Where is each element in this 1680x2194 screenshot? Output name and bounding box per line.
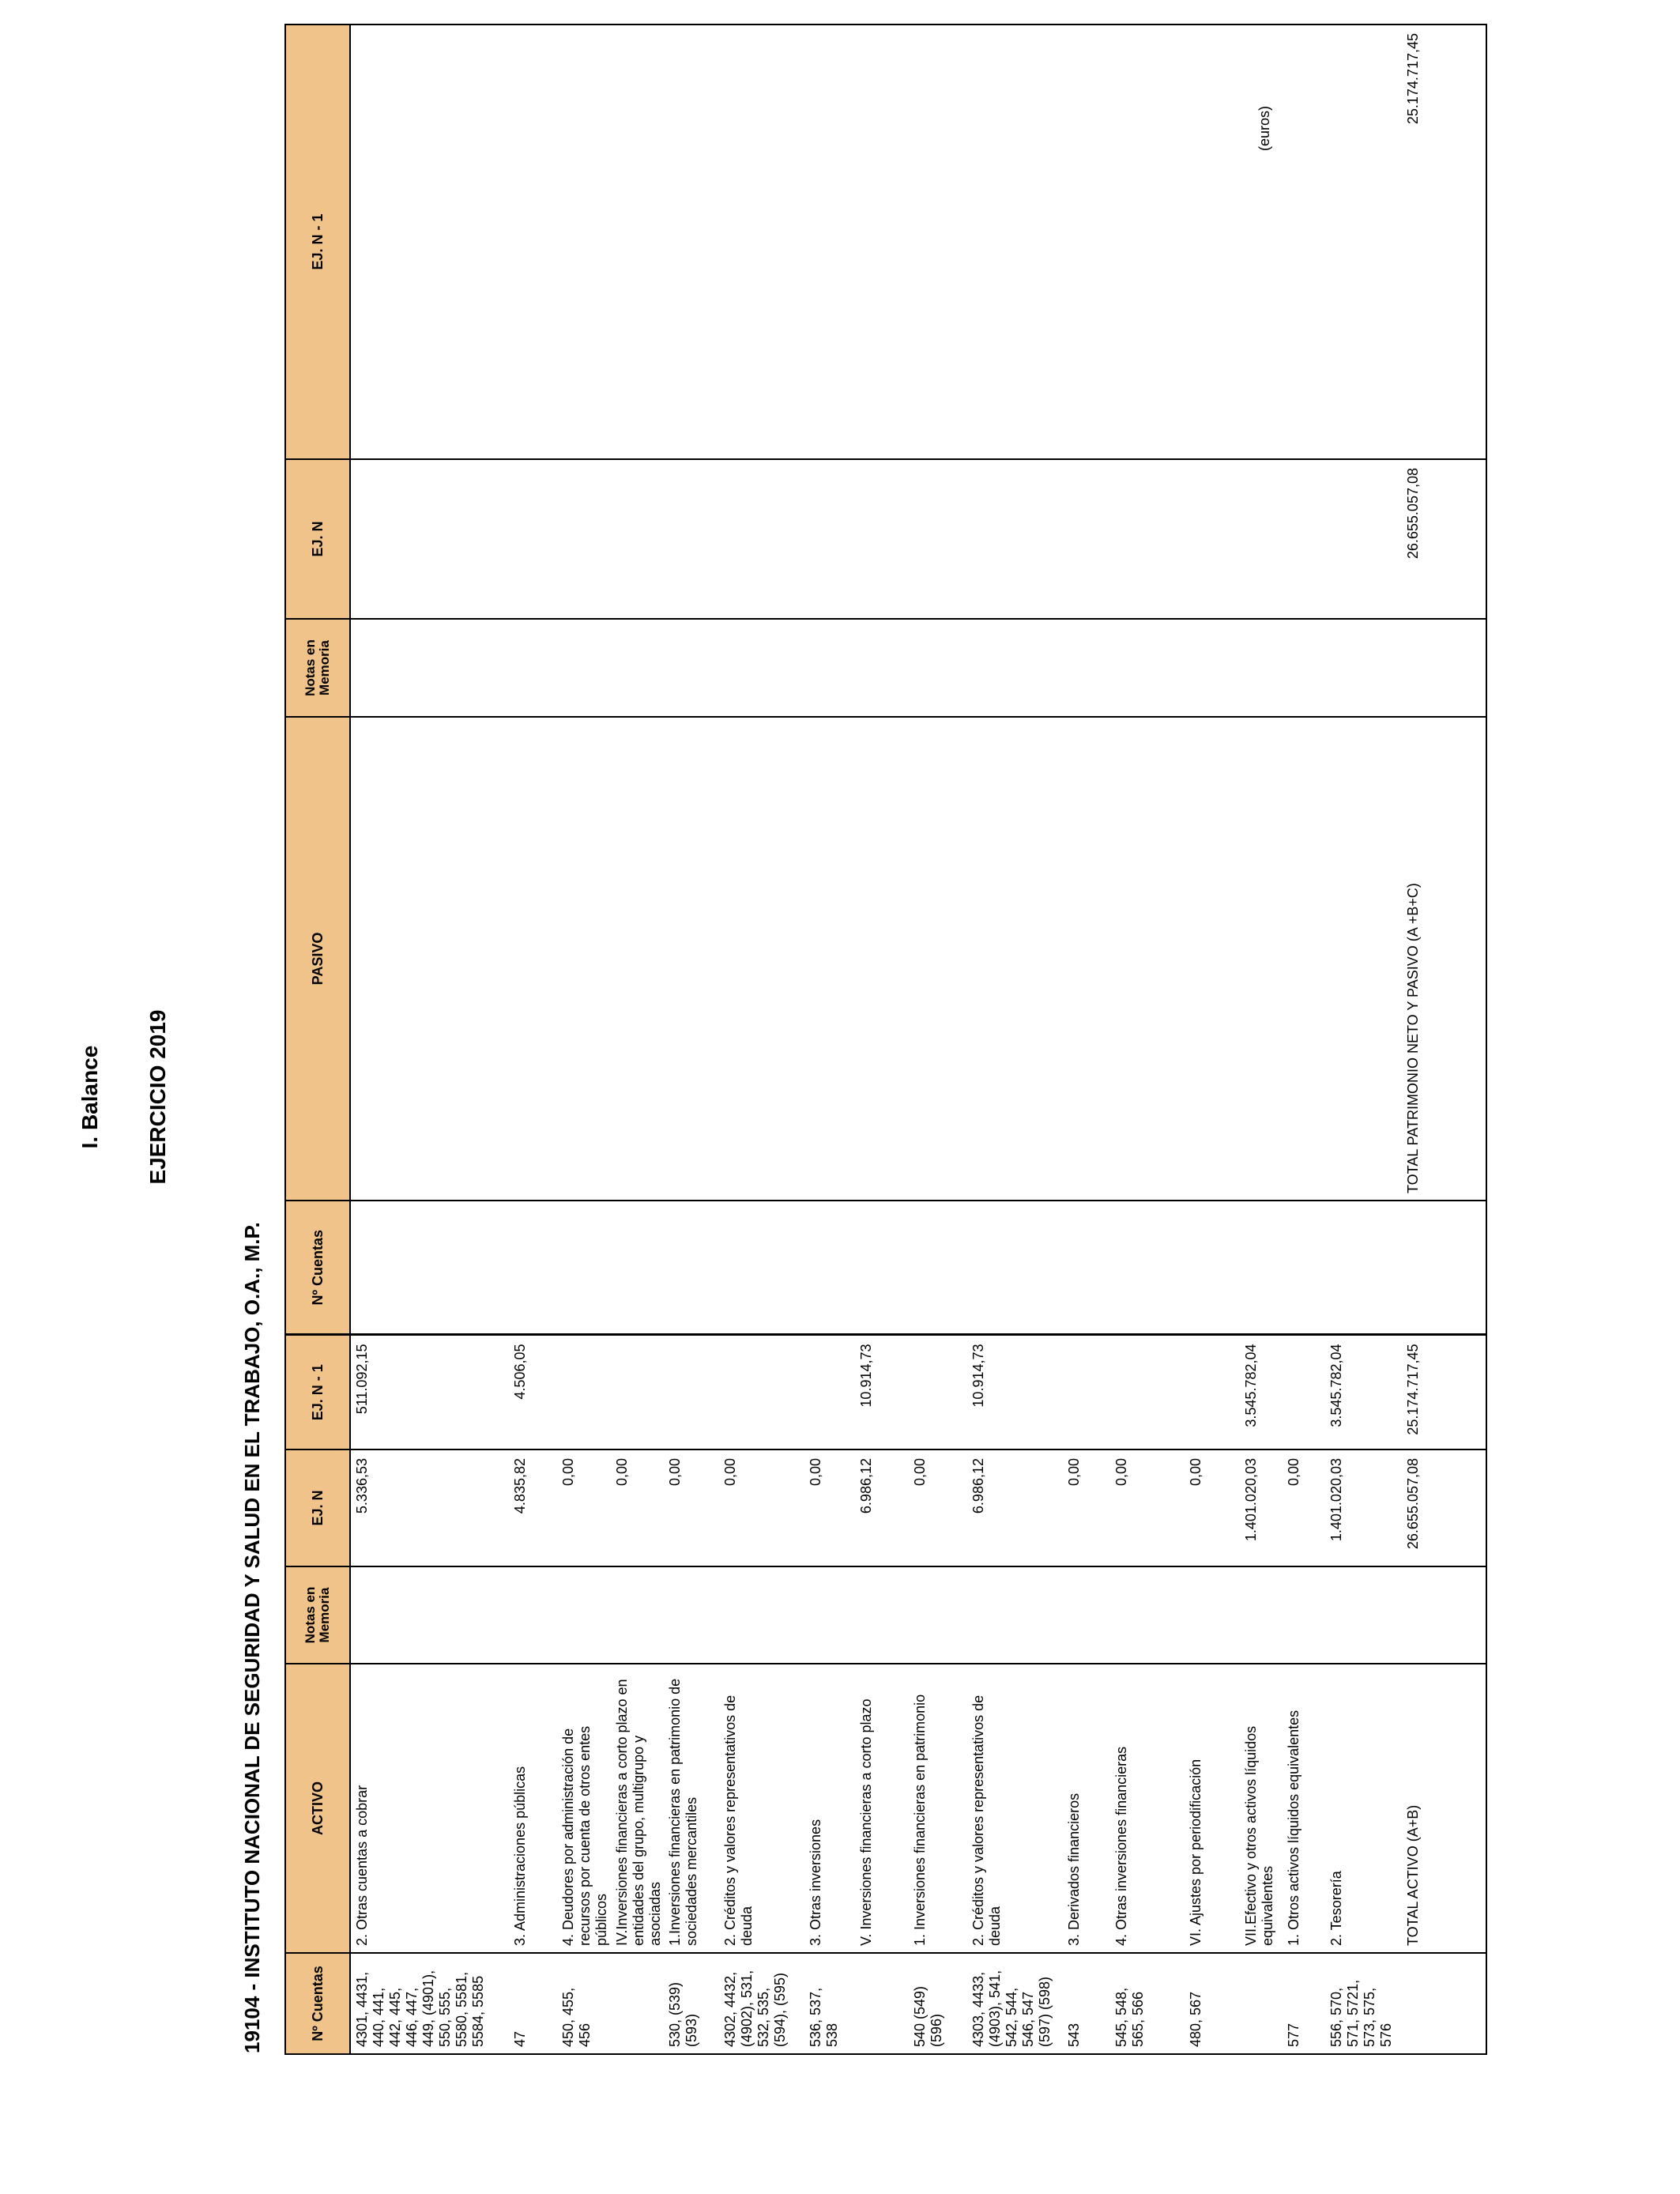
- ejn1-pasivo-cell: [719, 25, 804, 459]
- pasivo-label-cell: [1240, 717, 1283, 1201]
- notas-pasivo-cell: [1185, 619, 1240, 717]
- notas-cell: [1063, 1566, 1110, 1664]
- pasivo-label-cell: [1325, 717, 1402, 1201]
- notas-pasivo-cell: [1110, 619, 1185, 717]
- balance-table: [284, 24, 1487, 2055]
- exercise-title: EJERCICIO 2019: [145, 1009, 170, 1185]
- pasivo-label-cell: [719, 717, 804, 1201]
- ejn-pasivo-cell: [719, 459, 804, 619]
- ejn-cell: 1.401.020,03: [1240, 1449, 1283, 1566]
- notas-pasivo-cell: [1402, 619, 1486, 717]
- col-notas: Notas en Memoria: [285, 1566, 350, 1664]
- ejn-cell: 0,00: [804, 1449, 855, 1566]
- ejn-pasivo-cell: [1110, 459, 1185, 619]
- cuentas-cell: 47: [509, 1953, 557, 2054]
- table-row: [804, 25, 855, 2054]
- activo-label-cell: V. Inversiones financieras a corto plazo: [855, 1664, 909, 1953]
- pasivo-label-cell: [804, 717, 855, 1201]
- ejn1-cell: [611, 1335, 664, 1449]
- table-row: [1325, 25, 1402, 2054]
- cuentas-pasivo-cell: [967, 1201, 1063, 1335]
- ejn-pasivo-cell: [509, 459, 557, 619]
- cuentas-cell: 530, (539) (593): [664, 1953, 719, 2054]
- ejn-cell: 4.835,82: [509, 1449, 557, 1566]
- notas-pasivo-cell: [1283, 619, 1325, 717]
- ejn1-cell: [557, 1335, 611, 1449]
- cuentas-cell: 4302, 4432, (4902), 531, 532, 535, (594), (595): [719, 1953, 804, 2054]
- ejn-cell: 0,00: [1283, 1449, 1325, 1566]
- ejn1-cell: [804, 1335, 855, 1449]
- notas-pasivo-cell: [719, 619, 804, 717]
- ejn1-cell: [909, 1335, 967, 1449]
- ejn-cell: 0,00: [719, 1449, 804, 1566]
- activo-label-cell: 3. Otras inversiones: [804, 1664, 855, 1953]
- pasivo-label-cell: [611, 717, 664, 1201]
- pasivo-label-cell: [557, 717, 611, 1201]
- cuentas-pasivo-cell: [1240, 1201, 1283, 1335]
- cuentas-cell: [1402, 1953, 1486, 2054]
- ejn-cell: 1.401.020,03: [1325, 1449, 1402, 1566]
- notas-cell: [1240, 1566, 1283, 1664]
- activo-label-cell: 1.Inversiones financieras en patrimonio de sociedades mercantiles: [664, 1664, 719, 1953]
- cuentas-pasivo-cell: [1063, 1201, 1110, 1335]
- cuentas-cell: 4303, 4433, (4903), 541, 542, 544, 546, 547 (597) (598): [967, 1953, 1063, 2054]
- ejn1-pasivo-cell: [1240, 25, 1283, 459]
- ejn-pasivo-cell: [1240, 459, 1283, 619]
- ejn-pasivo-cell: [1325, 459, 1402, 619]
- activo-label-cell: 2. Créditos y valores representativos de deuda: [967, 1664, 1063, 1953]
- ejn-cell: 0,00: [611, 1449, 664, 1566]
- ejn1-cell: [719, 1335, 804, 1449]
- cuentas-cell: [855, 1953, 909, 2054]
- notas-pasivo-cell: [855, 619, 909, 717]
- ejn-cell: 6.986,12: [967, 1449, 1063, 1566]
- ejn-pasivo-cell: [855, 459, 909, 619]
- cuentas-pasivo-cell: [909, 1201, 967, 1335]
- ejn-pasivo-cell: 26.655.057,08: [1402, 459, 1486, 619]
- ejn1-cell: [1185, 1335, 1240, 1449]
- notas-pasivo-cell: [1063, 619, 1110, 717]
- ejn1-pasivo-cell: [557, 25, 611, 459]
- ejn1-cell: 4.506,05: [509, 1335, 557, 1449]
- col-ejn-pasivo: EJ. N: [285, 459, 350, 619]
- cuentas-cell: [611, 1953, 664, 2054]
- notas-cell: [804, 1566, 855, 1664]
- notas-cell: [1185, 1566, 1240, 1664]
- activo-label-cell: 4. Otras inversiones financieras: [1110, 1664, 1185, 1953]
- activo-label-cell: VI. Ajustes por periodificación: [1185, 1664, 1240, 1953]
- cuentas-pasivo-cell: [1325, 1201, 1402, 1335]
- activo-label-cell: 1. Otros activos líquidos equivalentes: [1283, 1664, 1325, 1953]
- ejn-cell: 0,00: [1110, 1449, 1185, 1566]
- cuentas-cell: 577: [1283, 1953, 1325, 2054]
- cuentas-pasivo-cell: [509, 1201, 557, 1335]
- activo-label-cell: 4. Deudores por administración de recursos por cuenta de otros entes públicos: [557, 1664, 611, 1953]
- pasivo-label-cell: [1185, 717, 1240, 1201]
- table-row: [1240, 25, 1283, 2054]
- activo-label-cell: 3. Derivados financieros: [1063, 1664, 1110, 1953]
- ejn-pasivo-cell: [1185, 459, 1240, 619]
- pasivo-label-cell: [1063, 717, 1110, 1201]
- ejn-pasivo-cell: [611, 459, 664, 619]
- ejn1-cell: [664, 1335, 719, 1449]
- ejn1-pasivo-cell: [1185, 25, 1240, 459]
- ejn-cell: 0,00: [664, 1449, 719, 1566]
- col-ejn1-pasivo: EJ. N - 1: [285, 25, 350, 459]
- cuentas-pasivo-cell: [664, 1201, 719, 1335]
- ejn-cell: 0,00: [1063, 1449, 1110, 1566]
- ejn1-pasivo-cell: 25.174.717,45: [1402, 25, 1486, 459]
- notas-cell: [664, 1566, 719, 1664]
- notas-pasivo-cell: [909, 619, 967, 717]
- cuentas-pasivo-cell: [804, 1201, 855, 1335]
- pasivo-label-cell: [855, 717, 909, 1201]
- cuentas-cell: 540 (549) (596): [909, 1953, 967, 2054]
- ejn-pasivo-cell: [967, 459, 1063, 619]
- ejn1-pasivo-cell: [1325, 25, 1402, 459]
- ejn1-cell: 10.914,73: [967, 1335, 1063, 1449]
- activo-label-cell: VII.Efectivo y otros activos líquidos equivalentes: [1240, 1664, 1283, 1953]
- ejn-pasivo-cell: [1063, 459, 1110, 619]
- activo-label-cell: 2. Créditos y valores representativos de deuda: [719, 1664, 804, 1953]
- cuentas-cell: 480, 567: [1185, 1953, 1240, 2054]
- ejn-pasivo-cell: [804, 459, 855, 619]
- cuentas-pasivo-cell: [1402, 1201, 1486, 1335]
- ejn-cell: 26.655.057,08: [1402, 1449, 1486, 1566]
- table-row: [509, 25, 557, 2054]
- cuentas-cell: 543: [1063, 1953, 1110, 2054]
- pasivo-label-cell: [1283, 717, 1325, 1201]
- entity-title: 19104 - INSTITUTO NACIONAL DE SEGURIDAD Y SALUD EN EL TRABAJO, O.A., M.P.: [240, 1222, 264, 2053]
- ejn1-cell: [1063, 1335, 1110, 1449]
- notas-pasivo-cell: [611, 619, 664, 717]
- pasivo-label-cell: [909, 717, 967, 1201]
- cuentas-cell: 545, 548, 565, 566: [1110, 1953, 1185, 2054]
- ejn-pasivo-cell: [909, 459, 967, 619]
- ejn1-cell: [1110, 1335, 1185, 1449]
- notas-pasivo-cell: [967, 619, 1063, 717]
- ejn1-pasivo-cell: [1283, 25, 1325, 459]
- table-row: [1063, 25, 1110, 2054]
- table-row: [350, 25, 509, 2054]
- pasivo-label-cell: [509, 717, 557, 1201]
- activo-label-cell: 2. Tesorería: [1325, 1664, 1402, 1953]
- notas-cell: [1110, 1566, 1185, 1664]
- table-row: [719, 25, 804, 2054]
- ejn-cell: 6.986,12: [855, 1449, 909, 1566]
- ejn-cell: 0,00: [557, 1449, 611, 1566]
- activo-label-cell: 2. Otras cuentas a cobrar: [350, 1664, 509, 1953]
- col-ejn: EJ. N: [285, 1449, 350, 1566]
- ejn1-cell: 511.092,15: [350, 1335, 509, 1449]
- ejn1-pasivo-cell: [967, 25, 1063, 459]
- col-cuentas: Nº Cuentas: [285, 1953, 350, 2054]
- ejn1-pasivo-cell: [611, 25, 664, 459]
- table-row: [855, 25, 909, 2054]
- ejn-pasivo-cell: [350, 459, 509, 619]
- page-title: I. Balance: [77, 1045, 102, 1149]
- cuentas-cell: [1240, 1953, 1283, 2054]
- activo-label-cell: 1. Inversiones financieras en patrimonio: [909, 1664, 967, 1953]
- cuentas-pasivo-cell: [1110, 1201, 1185, 1335]
- notas-pasivo-cell: [509, 619, 557, 717]
- notas-pasivo-cell: [1325, 619, 1402, 717]
- col-activo: ACTIVO: [285, 1664, 350, 1953]
- table-row: [557, 25, 611, 2054]
- col-cuentas-pasivo: Nº Cuentas: [285, 1201, 350, 1335]
- cuentas-pasivo-cell: [611, 1201, 664, 1335]
- col-pasivo: PASIVO: [285, 717, 350, 1201]
- notas-cell: [967, 1566, 1063, 1664]
- ejn-pasivo-cell: [664, 459, 719, 619]
- notas-cell: [1402, 1566, 1486, 1664]
- notas-cell: [611, 1566, 664, 1664]
- ejn1-cell: 25.174.717,45: [1402, 1335, 1486, 1449]
- notas-cell: [350, 1566, 509, 1664]
- currency-unit: (euros): [1256, 105, 1272, 151]
- notas-pasivo-cell: [804, 619, 855, 717]
- notas-cell: [509, 1566, 557, 1664]
- table-row: [1110, 25, 1185, 2054]
- ejn1-pasivo-cell: [909, 25, 967, 459]
- cuentas-pasivo-cell: [350, 1201, 509, 1335]
- cuentas-pasivo-cell: [855, 1201, 909, 1335]
- pasivo-label-cell: [664, 717, 719, 1201]
- table-row: [909, 25, 967, 2054]
- table-row: [967, 25, 1063, 2054]
- cuentas-pasivo-cell: [1185, 1201, 1240, 1335]
- ejn1-cell: 10.914,73: [855, 1335, 909, 1449]
- notas-cell: [855, 1566, 909, 1664]
- pasivo-label-cell: [967, 717, 1063, 1201]
- cuentas-cell: 4301, 4431, 440, 441, 442, 445, 446, 447, 449, (4901), 550, 555, 5580, 5581, 5584, 5585: [350, 1953, 509, 2054]
- pasivo-label-cell: [1110, 717, 1185, 1201]
- table-header-row: [285, 25, 350, 2054]
- table-row: [611, 25, 664, 2054]
- notas-cell: [909, 1566, 967, 1664]
- ejn1-cell: 3.545.782,04: [1240, 1335, 1283, 1449]
- notas-cell: [719, 1566, 804, 1664]
- ejn-pasivo-cell: [1283, 459, 1325, 619]
- ejn-cell: 0,00: [909, 1449, 967, 1566]
- cuentas-cell: 556, 570, 571, 5721, 573, 575, 576: [1325, 1953, 1402, 2054]
- table-row: [1185, 25, 1240, 2054]
- cuentas-pasivo-cell: [557, 1201, 611, 1335]
- ejn1-pasivo-cell: [804, 25, 855, 459]
- activo-label-cell: IV.Inversiones financieras a corto plazo en entidades del grupo, multigrupo y asociadas: [611, 1664, 664, 1953]
- notas-cell: [1325, 1566, 1402, 1664]
- table-row: [1283, 25, 1325, 2054]
- ejn1-pasivo-cell: [855, 25, 909, 459]
- ejn-pasivo-cell: [557, 459, 611, 619]
- cuentas-cell: 450, 455, 456: [557, 1953, 611, 2054]
- ejn1-pasivo-cell: [664, 25, 719, 459]
- notas-cell: [1283, 1566, 1325, 1664]
- ejn1-cell: 3.545.782,04: [1325, 1335, 1402, 1449]
- notas-pasivo-cell: [557, 619, 611, 717]
- ejn1-cell: [1283, 1335, 1325, 1449]
- activo-label-cell: TOTAL ACTIVO (A+B): [1402, 1664, 1486, 1953]
- ejn1-pasivo-cell: [1063, 25, 1110, 459]
- ejn-cell: 5.336,53: [350, 1449, 509, 1566]
- activo-label-cell: 3. Administraciones públicas: [509, 1664, 557, 1953]
- ejn1-pasivo-cell: [350, 25, 509, 459]
- notas-pasivo-cell: [664, 619, 719, 717]
- table-row: [1402, 25, 1486, 2054]
- notas-cell: [557, 1566, 611, 1664]
- cuentas-cell: 536, 537, 538: [804, 1953, 855, 2054]
- notas-pasivo-cell: [1240, 619, 1283, 717]
- col-notas-pasivo: Notas en Memoria: [285, 619, 350, 717]
- ejn1-pasivo-cell: [1110, 25, 1185, 459]
- pasivo-label-cell: TOTAL PATRIMONIO NETO Y PASIVO (A +B+C): [1402, 717, 1486, 1201]
- notas-pasivo-cell: [350, 619, 509, 717]
- ejn1-pasivo-cell: [509, 25, 557, 459]
- table-row: [664, 25, 719, 2054]
- ejn-cell: 0,00: [1185, 1449, 1240, 1566]
- cuentas-pasivo-cell: [1283, 1201, 1325, 1335]
- pasivo-label-cell: [350, 717, 509, 1201]
- col-ejn1: EJ. N - 1: [285, 1335, 350, 1449]
- cuentas-pasivo-cell: [719, 1201, 804, 1335]
